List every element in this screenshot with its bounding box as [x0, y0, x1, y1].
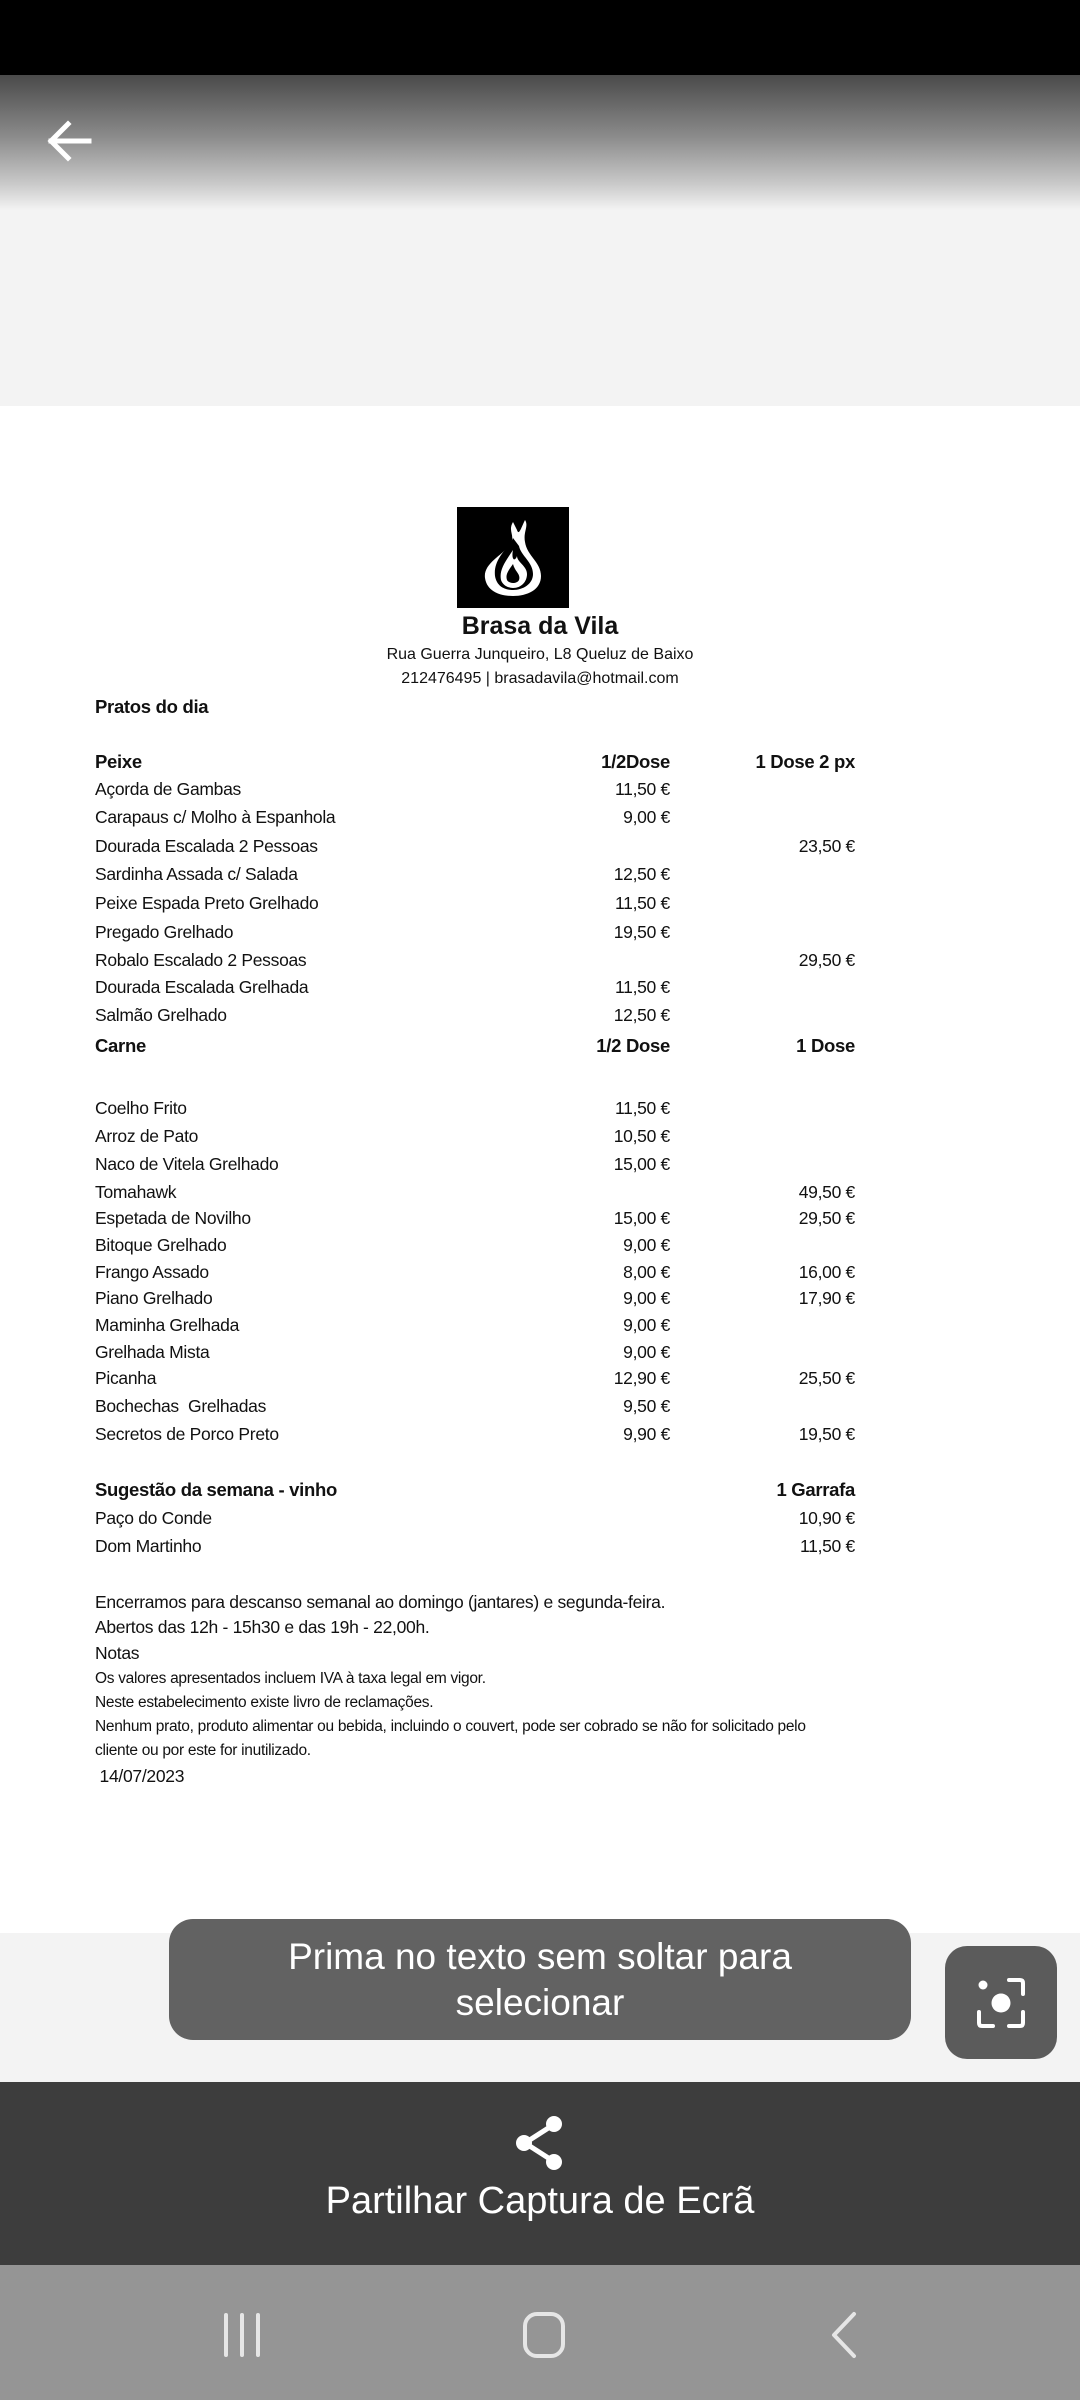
home-button[interactable]: [504, 2300, 584, 2370]
column-header-col2: 1 Dose 2 px: [755, 751, 855, 772]
menu-item: [95, 1208, 855, 1234]
menu-item: [95, 1235, 855, 1261]
section-title-text: Pratos do dia: [95, 696, 209, 717]
column-header-name: Sugestão da semana - vinho: [95, 1479, 338, 1500]
dish-name: Espetada de Novilho: [95, 1208, 251, 1228]
logo: [457, 507, 569, 608]
select-text-toast: [169, 1919, 911, 2040]
price-half-dose: 9,00 €: [623, 1235, 670, 1255]
column-header-name: Peixe: [95, 751, 142, 772]
price-full-dose: 10,90 €: [798, 1508, 855, 1528]
dish-name: Bitoque Grelhado: [95, 1235, 227, 1255]
dish-name: Dourada Escalada Grelhada: [95, 977, 309, 997]
price-half-dose: 11,50 €: [615, 893, 670, 913]
price-half-dose: 9,90 €: [623, 1424, 670, 1444]
dish-name: Açorda de Gambas: [95, 779, 241, 799]
price-full-dose: 16,00 €: [798, 1262, 855, 1282]
menu-item: [95, 807, 855, 833]
price-full-dose: 23,50 €: [798, 836, 855, 856]
restaurant-contact: 212476495 | brasadavila@hotmail.com: [401, 670, 679, 687]
menu-item: [95, 1288, 855, 1314]
price-full-dose: 29,50 €: [798, 950, 855, 970]
section-header-carne: [95, 1035, 855, 1061]
restaurant-address: Rua Guerra Junqueiro, L8 Queluz de Baixo: [386, 646, 694, 663]
dish-name: Carapaus c/ Molho à Espanhola: [95, 807, 336, 827]
share-icon: [513, 2115, 567, 2171]
menu-item: [95, 864, 855, 890]
share-screenshot-button[interactable]: [0, 2082, 1080, 2265]
price-half-dose: 9,00 €: [623, 807, 670, 827]
menu-item: [95, 836, 855, 862]
flame-icon: [473, 516, 553, 600]
menu-item: [95, 893, 855, 919]
dish-name: Maminha Grelhada: [95, 1315, 240, 1335]
price-half-dose: 19,50 €: [613, 922, 670, 942]
wine-item: [95, 1536, 855, 1562]
hours-note: Abertos das 12h - 15h30 e das 19h - 22,00h.: [95, 1617, 430, 1637]
menu-item: [95, 1098, 855, 1124]
price-half-dose: 9,00 €: [623, 1342, 670, 1362]
status-bar: [0, 0, 1080, 75]
column-header-col2: 1 Dose: [796, 1035, 855, 1056]
dish-name: Grelhada Mista: [95, 1342, 210, 1362]
menu-date: 14/07/2023: [95, 1766, 185, 1786]
back-button[interactable]: [36, 108, 100, 174]
dish-name: Dom Martinho: [95, 1536, 202, 1556]
note-line: Neste estabelecimento existe livro de reclamações.: [95, 1694, 434, 1711]
top-app-bar: [0, 75, 1080, 210]
price-half-dose: 12,50 €: [613, 1005, 670, 1025]
dish-name: Sardinha Assada c/ Salada: [95, 864, 298, 884]
section-header-vinho: [95, 1479, 855, 1505]
text-scan-button[interactable]: [945, 1946, 1057, 2059]
menu-item: [95, 1315, 855, 1341]
price-half-dose: 15,00 €: [613, 1208, 670, 1228]
column-header-col1: 1/2 Dose: [596, 1035, 670, 1056]
dish-name: Bochechas Grelhadas: [95, 1396, 267, 1416]
dish-name: Paço do Conde: [95, 1508, 212, 1528]
dish-name: Pregado Grelhado: [95, 922, 234, 942]
note-line: cliente ou por este for inutilizado.: [95, 1742, 311, 1759]
recents-icon: [220, 2311, 264, 2359]
price-full-dose: 25,50 €: [798, 1368, 855, 1388]
menu-item: [95, 1154, 855, 1180]
restaurant-name: Brasa da Vila: [461, 612, 619, 640]
dish-name: Robalo Escalado 2 Pessoas: [95, 950, 307, 970]
price-half-dose: 11,50 €: [615, 779, 670, 799]
price-full-dose: 11,50 €: [800, 1536, 855, 1556]
price-full-dose: 19,50 €: [798, 1424, 855, 1444]
column-header-name: Carne: [95, 1035, 146, 1056]
price-full-dose: 17,90 €: [798, 1288, 855, 1308]
price-half-dose: 11,50 €: [615, 1098, 670, 1118]
dish-name: Coelho Frito: [95, 1098, 187, 1118]
menu-item: [95, 977, 855, 1003]
home-icon: [520, 2310, 568, 2360]
notes-title: Notas: [95, 1643, 140, 1663]
price-half-dose: 12,50 €: [613, 864, 670, 884]
dish-name: Piano Grelhado: [95, 1288, 213, 1308]
dish-name: Peixe Espada Preto Grelhado: [95, 893, 319, 913]
menu-item: [95, 1126, 855, 1152]
price-full-dose: 49,50 €: [798, 1182, 855, 1202]
price-half-dose: 9,50 €: [623, 1396, 670, 1416]
price-full-dose: 29,50 €: [798, 1208, 855, 1228]
toast-line-2: selecionar: [455, 1981, 625, 2023]
menu-item: [95, 1005, 855, 1031]
text-scan-icon: [971, 1973, 1031, 2033]
price-half-dose: 8,00 €: [623, 1262, 670, 1282]
dish-name: Dourada Escalada 2 Pessoas: [95, 836, 318, 856]
price-half-dose: 9,00 €: [623, 1315, 670, 1335]
column-header-col1: 1/2Dose: [601, 751, 670, 772]
dish-name: Secretos de Porco Preto: [95, 1424, 279, 1444]
dish-name: Tomahawk: [95, 1182, 177, 1202]
closing-note: Encerramos para descanso semanal ao domingo (jantares) e segunda-feira.: [95, 1592, 666, 1612]
dish-name: Naco de Vitela Grelhado: [95, 1154, 279, 1174]
screenshot-document[interactable]: [0, 406, 1080, 1933]
dish-name: Frango Assado: [95, 1262, 209, 1282]
note-line: Nenhum prato, produto alimentar ou bebida, incluindo o couvert, pode ser cobrado se não for solicitado pelo: [95, 1718, 806, 1735]
menu-item: [95, 1342, 855, 1368]
menu-item: [95, 1368, 855, 1394]
dish-name: Arroz de Pato: [95, 1126, 199, 1146]
price-half-dose: 10,50 €: [613, 1126, 670, 1146]
wine-item: [95, 1508, 855, 1534]
menu-item: [95, 1182, 855, 1208]
dish-name: Picanha: [95, 1368, 157, 1388]
recents-button[interactable]: [202, 2300, 282, 2370]
menu-item: [95, 1424, 855, 1450]
price-half-dose: 15,00 €: [613, 1154, 670, 1174]
share-label: Partilhar Captura de Ecrã: [325, 2180, 755, 2222]
nav-back-button[interactable]: [804, 2300, 884, 2370]
menu-item: [95, 779, 855, 805]
menu-item: [95, 1396, 855, 1422]
column-header-col2: 1 Garrafa: [776, 1479, 855, 1500]
menu-item: [95, 950, 855, 976]
dish-name: Salmão Grelhado: [95, 1005, 227, 1025]
price-half-dose: 9,00 €: [623, 1288, 670, 1308]
section-title: [95, 696, 855, 722]
menu-item: [95, 1262, 855, 1288]
toast-line-1: Prima no texto sem soltar para: [288, 1935, 792, 1977]
menu-item: [95, 922, 855, 948]
price-half-dose: 12,90 €: [613, 1368, 670, 1388]
section-header-peixe: [95, 751, 855, 777]
nav-back-icon: [826, 2310, 862, 2360]
note-line: Os valores apresentados incluem IVA à taxa legal em vigor.: [95, 1670, 486, 1687]
arrow-left-icon: [43, 116, 93, 166]
price-half-dose: 11,50 €: [615, 977, 670, 997]
